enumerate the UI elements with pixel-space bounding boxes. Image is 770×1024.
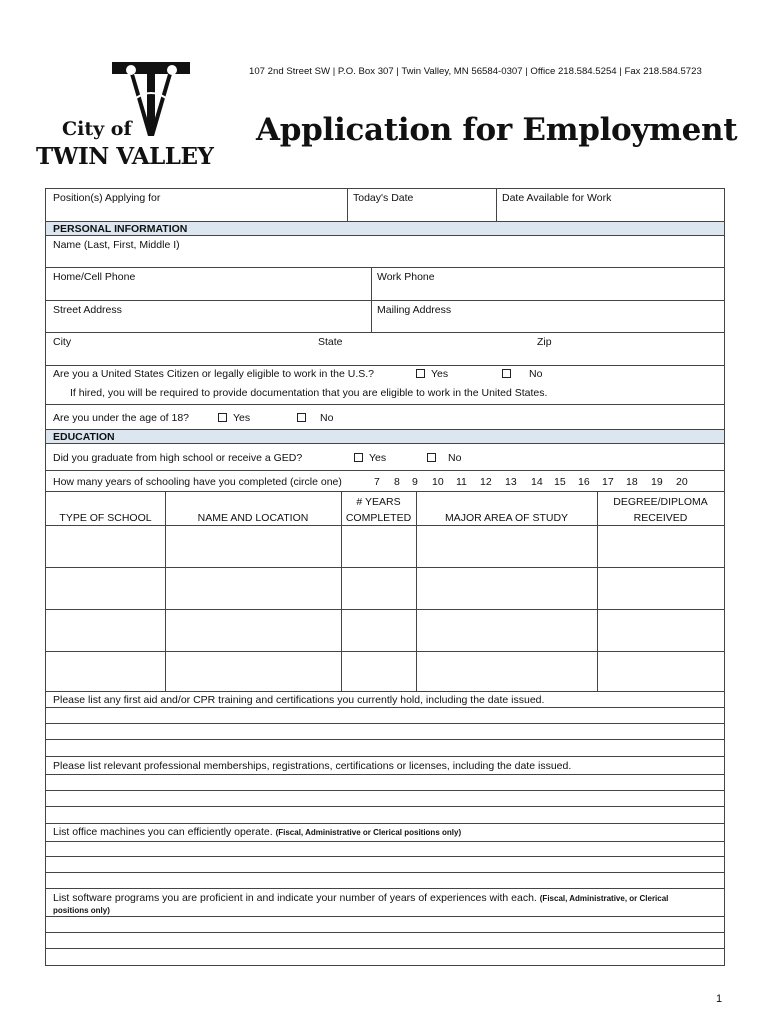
year-option-13[interactable]: 13	[505, 476, 517, 488]
age-yes-option[interactable]: Yes	[218, 412, 250, 424]
personal-section-title: PERSONAL INFORMATION	[53, 223, 188, 235]
ged-no-option[interactable]: No	[427, 452, 461, 464]
col-years-b: COMPLETED	[345, 512, 412, 524]
checkbox-icon[interactable]	[218, 413, 227, 422]
col-degree-b: RECEIVED	[633, 512, 688, 524]
checkbox-icon[interactable]	[427, 453, 436, 462]
ged-question: Did you graduate from high school or receive a GED?	[53, 452, 303, 464]
home-phone-label[interactable]: Home/Cell Phone	[53, 271, 136, 283]
year-option-14[interactable]: 14	[531, 476, 543, 488]
ged-yes-option[interactable]: Yes	[354, 452, 386, 464]
year-option-11[interactable]: 11	[456, 476, 467, 488]
col-degree-a: DEGREE/DIPLOMA	[613, 496, 708, 508]
year-option-10[interactable]: 10	[432, 476, 444, 488]
year-option-16[interactable]: 16	[578, 476, 590, 488]
memberships-prompt: Please list relevant professional memberships, registrations, certifications or licenses, including the date issued.	[53, 760, 572, 772]
office-machines-prompt: List office machines you can efficiently operate. (Fiscal, Administrative or Clerical positions only)	[53, 826, 462, 838]
citizen-no-option[interactable]: No	[502, 368, 542, 380]
state-label[interactable]: State	[318, 336, 343, 348]
education-section-title: EDUCATION	[53, 431, 115, 443]
work-phone-label[interactable]: Work Phone	[377, 271, 435, 283]
col-name-location: NAME AND LOCATION	[197, 512, 309, 524]
citizen-question: Are you a United States Citizen or legally eligible to work in the U.S.?	[53, 368, 374, 380]
application-form	[45, 188, 725, 966]
todays-date-label[interactable]: Today's Date	[353, 192, 414, 204]
col-years-a: # YEARS	[356, 496, 401, 508]
software-prompt: List software programs you are proficient in and indicate your number of years of experiences with each. (Fiscal, Administrative, or Clerical	[53, 892, 669, 904]
city-label[interactable]: City	[53, 336, 72, 348]
checkbox-icon[interactable]	[502, 369, 511, 378]
citizen-yes-option[interactable]: Yes	[416, 368, 448, 380]
year-option-12[interactable]: 12	[480, 476, 492, 488]
mailing-label[interactable]: Mailing Address	[377, 304, 452, 316]
year-option-8[interactable]: 8	[394, 476, 400, 488]
col-type-of-school: TYPE OF SCHOOL	[59, 512, 152, 524]
year-option-19[interactable]: 19	[651, 476, 663, 488]
citizen-note: If hired, you will be required to provide documentation that you are eligible to work in the United States.	[70, 387, 548, 399]
software-note: positions only)	[53, 906, 110, 915]
year-option-20[interactable]: 20	[676, 476, 688, 488]
col-major: MAJOR AREA OF STUDY	[444, 512, 569, 524]
page-number: 1	[716, 993, 723, 1005]
positions-label[interactable]: Position(s) Applying for	[53, 192, 161, 204]
checkbox-icon[interactable]	[416, 369, 425, 378]
logo-city-text: City of	[62, 118, 132, 140]
logo-name-text: TWIN VALLEY	[36, 143, 214, 170]
age-no-option[interactable]: No	[297, 412, 333, 424]
page-title: Application for Employment	[256, 112, 738, 148]
year-option-7[interactable]: 7	[374, 476, 380, 488]
year-option-9[interactable]: 9	[412, 476, 418, 488]
date-available-label[interactable]: Date Available for Work	[502, 192, 612, 204]
year-option-18[interactable]: 18	[626, 476, 638, 488]
age-question: Are you under the age of 18?	[53, 412, 190, 424]
header-address: 107 2nd Street SW | P.O. Box 307 | Twin Valley, MN 56584-0307 | Office 218.584.5254 | Fax 218.584.5723	[249, 66, 702, 77]
education-section-band	[46, 430, 724, 443]
first-aid-prompt: Please list any first aid and/or CPR training and certifications you currently hold, including the date issued.	[53, 694, 545, 706]
checkbox-icon[interactable]	[354, 453, 363, 462]
year-option-17[interactable]: 17	[602, 476, 614, 488]
years-question: How many years of schooling have you completed (circle one)	[53, 476, 342, 488]
street-label[interactable]: Street Address	[53, 304, 122, 316]
zip-label[interactable]: Zip	[537, 336, 552, 348]
name-label[interactable]: Name (Last, First, Middle I)	[53, 239, 180, 251]
year-option-15[interactable]: 15	[554, 476, 566, 488]
checkbox-icon[interactable]	[297, 413, 306, 422]
